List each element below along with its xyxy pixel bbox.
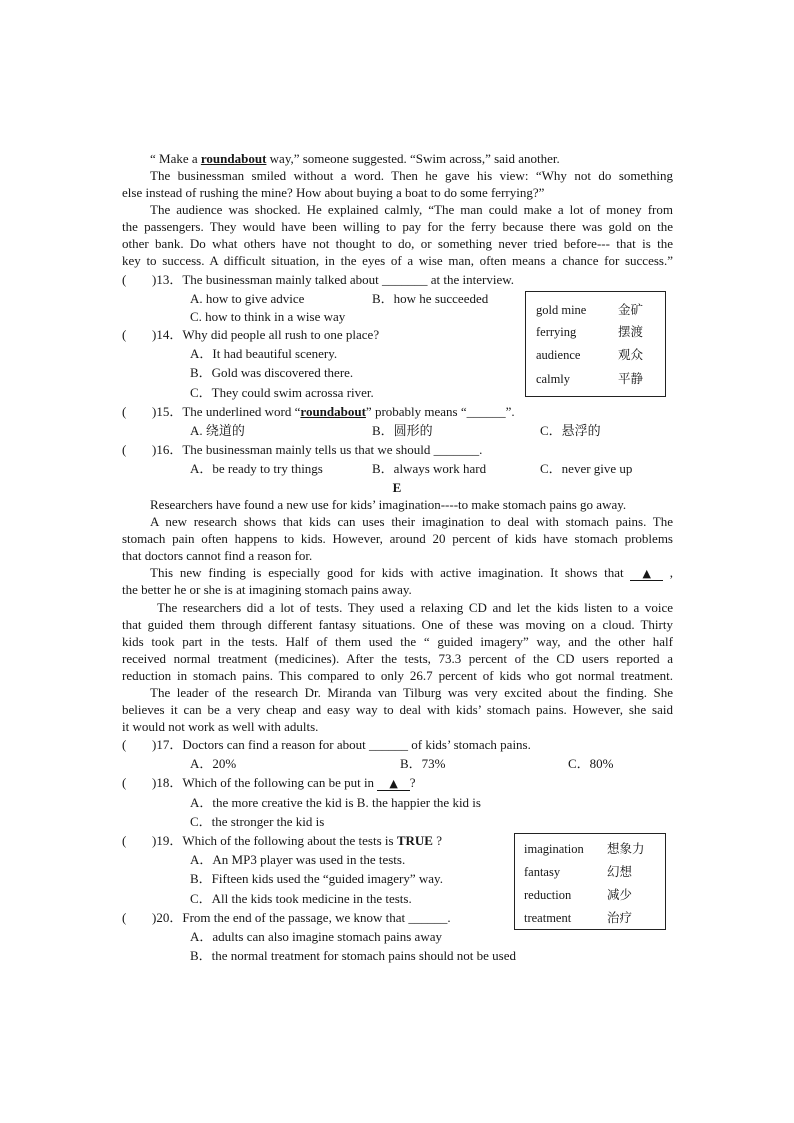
passage-e-line: Researchers have found a new use for kids’ imagination----to make stomach pains go away. bbox=[150, 497, 627, 512]
passage-e-line: The researchers did a lot of tests. They used a relaxing CD and let the kids listen to a voice bbox=[157, 600, 673, 615]
question-stem: Which of the following about the tests is bbox=[182, 833, 397, 848]
glossary-term: fantasy bbox=[524, 865, 561, 879]
passage-e-line: stomach pain often happens to kids. However, around 20 percent of kids have stomach problems bbox=[122, 531, 673, 546]
question-15 bbox=[122, 404, 515, 420]
passage-e-line: A new research shows that kids can uses their imagination to deal with stomach pains. The bbox=[150, 514, 673, 529]
emphasis-word: TRUE bbox=[396, 833, 433, 848]
answer-bracket-close: ) bbox=[152, 404, 157, 419]
blank-marker: ▲ bbox=[630, 567, 662, 581]
glossary-translation: 观众 bbox=[618, 347, 644, 362]
passage-e-line: the better he or she is at imagining stomach pains away. bbox=[122, 582, 412, 597]
answer-bracket-open: ( bbox=[122, 272, 127, 287]
question-stem: ” probably means “______”. bbox=[365, 404, 515, 419]
answer-bracket-close: ) bbox=[152, 272, 157, 287]
question-number: 17． bbox=[156, 737, 183, 752]
glossary-term: ferrying bbox=[536, 325, 577, 339]
option-b: B．Fifteen kids used the “guided imagery” way. bbox=[190, 871, 443, 886]
blank-marker: ▲ bbox=[377, 777, 409, 791]
answer-bracket-close: ) bbox=[152, 327, 157, 342]
passage-e-line: The leader of the research Dr. Miranda van Tilburg was very excited about the finding. She bbox=[150, 685, 673, 700]
answer-bracket-close: ) bbox=[152, 833, 157, 848]
question-number: 13． bbox=[156, 272, 183, 287]
option-c: C．the stronger the kid is bbox=[190, 814, 325, 829]
answer-bracket-close: ) bbox=[152, 910, 157, 925]
option-b: B．圆形的 bbox=[372, 423, 433, 438]
question-stem: The businessman mainly tells us that we should _______. bbox=[182, 442, 483, 457]
option-b: B. the happier the kid is bbox=[356, 795, 481, 810]
option-c: C. how to think in a wise way bbox=[190, 309, 346, 324]
question-18 bbox=[122, 775, 416, 791]
answer-bracket-open: ( bbox=[122, 775, 127, 790]
question-16 bbox=[122, 442, 482, 458]
question-17 bbox=[122, 737, 531, 753]
glossary-translation: 幻想 bbox=[607, 864, 633, 879]
passage-e-line: kids took part in the tests. Half of them used the “ guided imagery” way, and the other half bbox=[122, 634, 673, 649]
option-b: B．Gold was discovered there. bbox=[190, 365, 354, 380]
question-stem: From the end of the passage, we know that ______. bbox=[182, 910, 451, 925]
passage-d-line: else instead of rushing the mine? How about buying a boat to do some ferrying?” bbox=[122, 185, 545, 200]
answer-bracket-open: ( bbox=[122, 833, 127, 848]
passage-d-line: key to success. A difficult situation, in the eyes of a wise man, often means a chance for success.” bbox=[122, 253, 673, 268]
question-19 bbox=[122, 833, 442, 849]
option-a: A．the more creative the kid is bbox=[190, 795, 354, 810]
answer-bracket-close: ) bbox=[152, 737, 157, 752]
option-c: C．never give up bbox=[540, 461, 633, 476]
glossary-translation: 减少 bbox=[607, 887, 633, 902]
option-b: B．always work hard bbox=[372, 461, 487, 476]
glossary-translation: 治疗 bbox=[607, 910, 633, 925]
option-a: A．An MP3 player was used in the tests. bbox=[190, 852, 406, 867]
question-stem: ? bbox=[432, 833, 442, 848]
answer-bracket-open: ( bbox=[122, 737, 127, 752]
passage-text: This new finding is especially good for kids with active imagination. It shows that bbox=[150, 565, 631, 580]
passage-e-line: believes it can be a very cheap and easy way to deal with kids’ stomach pains. However, she said bbox=[122, 702, 673, 717]
option-c: C．80% bbox=[568, 756, 614, 771]
passage-e-line: it would not work as well with adults. bbox=[122, 719, 319, 734]
option-a: A. 绕道的 bbox=[190, 423, 245, 438]
option-c: C．悬浮的 bbox=[540, 423, 601, 438]
question-number: 20． bbox=[156, 910, 183, 925]
question-stem: ? bbox=[409, 775, 416, 790]
option-a: A. how to give advice bbox=[190, 291, 305, 306]
glossary-term: treatment bbox=[524, 911, 572, 925]
answer-bracket-open: ( bbox=[122, 327, 127, 342]
question-stem: The underlined word “ bbox=[182, 404, 301, 419]
question-13 bbox=[122, 272, 514, 288]
passage-d-line bbox=[150, 151, 560, 167]
option-a: A．It had beautiful scenery. bbox=[190, 346, 338, 361]
passage-text: way,” someone suggested. “Swim across,” said another. bbox=[266, 151, 560, 166]
option-c: C．They could swim acrossa river. bbox=[190, 385, 374, 400]
passage-e-line: reduction in stomach pains. This compared to only 26.7 percent of kids who got normal treatment. bbox=[122, 668, 673, 683]
passage-e-line bbox=[150, 565, 673, 581]
question-14 bbox=[122, 327, 379, 343]
option-b: B．how he succeeded bbox=[372, 291, 489, 306]
section-heading: E bbox=[392, 480, 402, 495]
passage-d-line: the passengers. They would have been willing to pay for the ferry because there was gold on the bbox=[122, 219, 673, 234]
glossary-box bbox=[525, 291, 666, 397]
answer-bracket-open: ( bbox=[122, 404, 127, 419]
glossary-translation: 平静 bbox=[618, 371, 644, 386]
option-b: B．the normal treatment for stomach pains should not be used bbox=[190, 948, 517, 963]
option-a: A．20% bbox=[190, 756, 237, 771]
option-row bbox=[190, 795, 481, 811]
option-c: C．All the kids took medicine in the tests. bbox=[190, 891, 412, 906]
option-a: A．adults can also imagine stomach pains away bbox=[190, 929, 442, 944]
glossary-term: calmly bbox=[536, 372, 571, 386]
glossary-term: imagination bbox=[524, 842, 584, 856]
passage-text: , bbox=[662, 565, 674, 580]
answer-bracket-open: ( bbox=[122, 910, 127, 925]
passage-text: “ Make a bbox=[150, 151, 201, 166]
glossary-translation: 想象力 bbox=[607, 841, 645, 856]
underlined-word: roundabout bbox=[300, 404, 366, 419]
glossary-term: reduction bbox=[524, 888, 572, 902]
passage-d-line: The audience was shocked. He explained calmly, “The man could make a lot of money from bbox=[150, 202, 673, 217]
answer-bracket-close: ) bbox=[152, 442, 157, 457]
question-stem: Why did people all rush to one place? bbox=[182, 327, 380, 342]
passage-e-line: received normal treatment (medicines). After the tests, 73.3 percent of the CD users reported a bbox=[122, 651, 673, 666]
question-stem: Doctors can find a reason for about ______ of kids’ stomach pains. bbox=[182, 737, 531, 752]
question-stem: Which of the following can be put in bbox=[182, 775, 378, 790]
passage-e-line: that doctors cannot find a reason for. bbox=[122, 548, 313, 563]
answer-bracket-open: ( bbox=[122, 442, 127, 457]
passage-d-line: other bank. Do what others have not thought to do, or something never tried before--- that is the bbox=[122, 236, 673, 251]
question-number: 19． bbox=[156, 833, 183, 848]
glossary-term: audience bbox=[536, 348, 581, 362]
question-number: 18． bbox=[156, 775, 183, 790]
glossary-term: gold mine bbox=[536, 303, 587, 317]
glossary-translation: 摆渡 bbox=[618, 324, 644, 339]
option-a: A．be ready to try things bbox=[190, 461, 323, 476]
question-number: 16． bbox=[156, 442, 183, 457]
underlined-word: roundabout bbox=[200, 151, 267, 166]
glossary-translation: 金矿 bbox=[618, 302, 644, 317]
glossary-box bbox=[514, 833, 666, 930]
passage-d-line: The businessman smiled without a word. Then he gave his view: “Why not do something bbox=[150, 168, 673, 183]
question-stem: The businessman mainly talked about _______ at the interview. bbox=[182, 272, 515, 287]
answer-bracket-close: ) bbox=[152, 775, 157, 790]
passage-e-line: that guided them through different fantasy situations. One of these was moving on a cloud. Thirty bbox=[122, 617, 673, 632]
option-b: B．73% bbox=[400, 756, 446, 771]
question-number: 14． bbox=[156, 327, 183, 342]
question-number: 15． bbox=[156, 404, 183, 419]
question-20 bbox=[122, 910, 451, 926]
